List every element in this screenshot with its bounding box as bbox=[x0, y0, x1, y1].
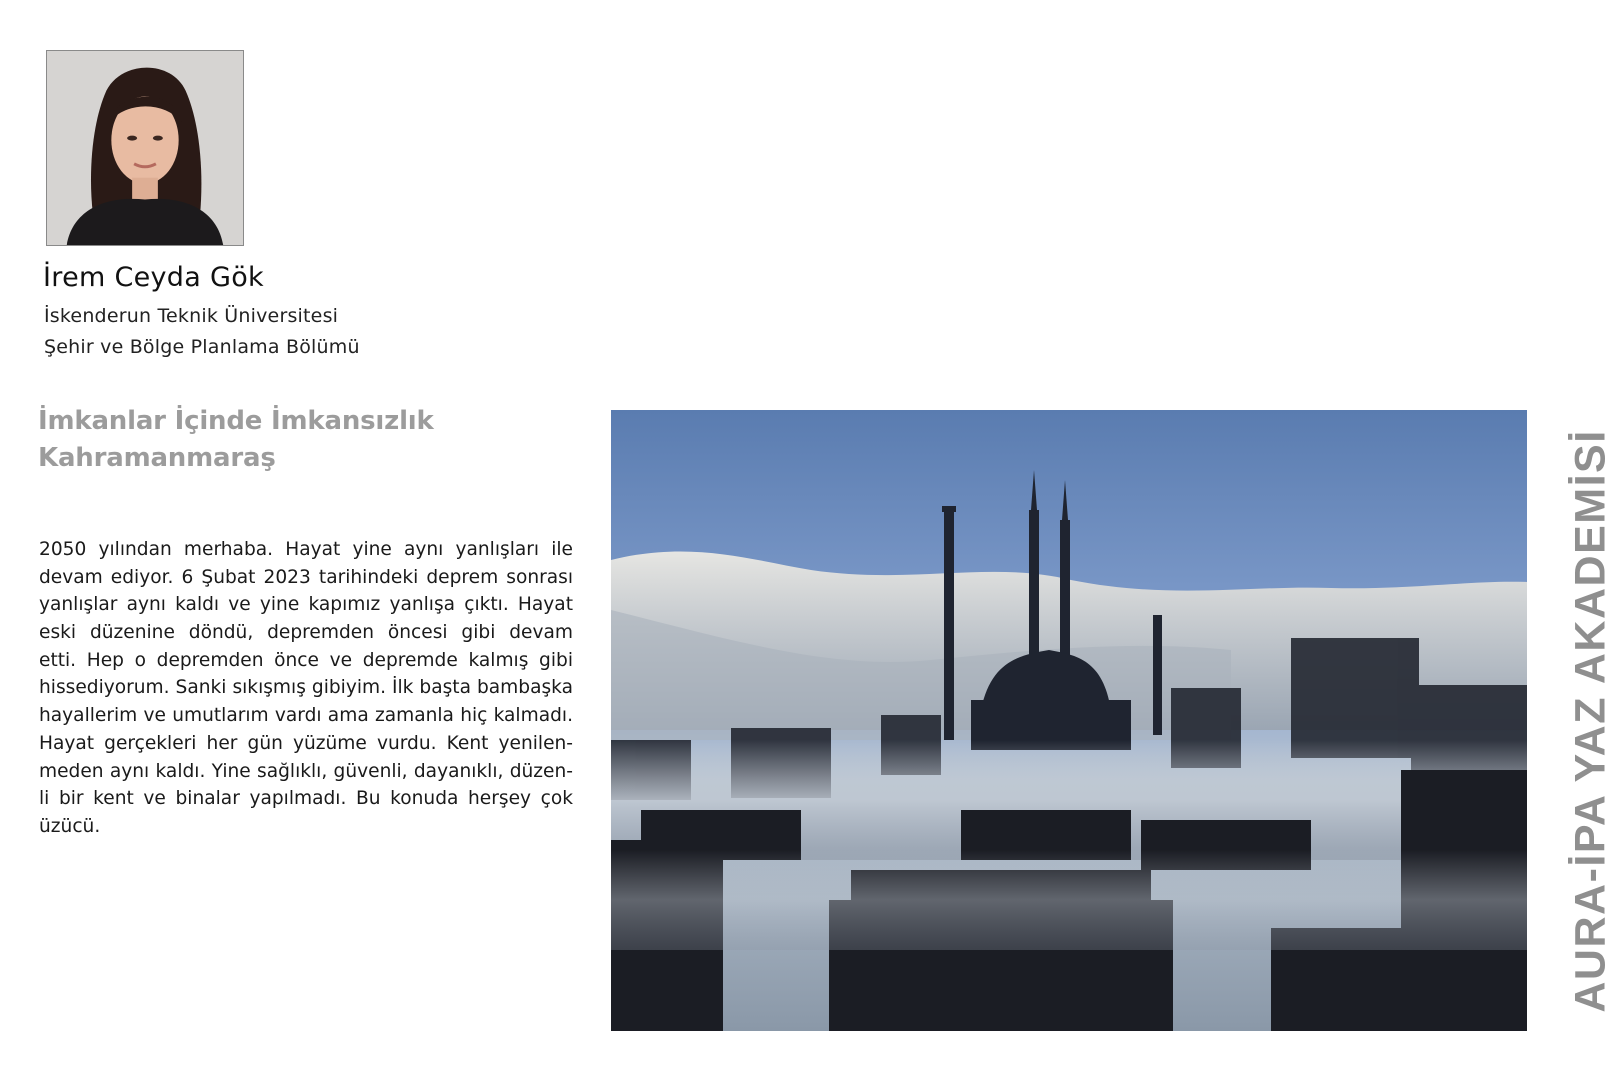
description-line: eski düzenine döndü, depremden öncesi gibi devam bbox=[39, 622, 573, 644]
description-line: etti. Hep o depremden önce ve depremde kalmış gibi bbox=[39, 649, 573, 671]
description-line: hissediyorum. Sanki sıkışmış gibiyim. İlk başta bambaşka bbox=[39, 677, 573, 699]
description-line: üzücü. bbox=[39, 815, 101, 837]
author-department: Şehir ve Bölge Planlama Bölümü bbox=[44, 336, 360, 358]
description-line: hayallerim ve umutlarım vardı ama zamanla hiç kalmadı. bbox=[39, 705, 573, 727]
work-description bbox=[39, 536, 573, 841]
author-university: İskenderun Teknik Üniversitesi bbox=[44, 305, 339, 327]
work-title: İmkanlar İçinde İmkansızlık bbox=[38, 406, 434, 436]
academy-vertical-label bbox=[1566, 410, 1616, 1031]
academy-name: AURA-İPA YAZ AKADEMİSİ bbox=[1566, 428, 1615, 1013]
description-line: meden aynı kaldı. Yine sağlıklı, güvenli, dayanıklı, düzen- bbox=[39, 760, 573, 782]
description-line: 2050 yılından merhaba. Hayat yine aynı yanlışları ile bbox=[39, 539, 573, 560]
author-name: İrem Ceyda Gök bbox=[43, 262, 264, 293]
author-portrait bbox=[46, 50, 244, 246]
description-line: yanlışlar aynı kaldı ve yine kapımız yanlışa çıktı. Hayat bbox=[39, 594, 573, 616]
work-location: Kahramanmaraş bbox=[38, 443, 276, 473]
description-line: Hayat gerçekleri her gün yüzüme vurdu. Kent yenilen- bbox=[39, 732, 573, 754]
description-line: li bir kent ve binalar yapılmadı. Bu konuda herşey çok bbox=[39, 788, 573, 810]
city-fog-photo bbox=[611, 410, 1527, 1031]
description-line: devam ediyor. 6 Şubat 2023 tarihindeki deprem sonrası bbox=[39, 566, 573, 588]
